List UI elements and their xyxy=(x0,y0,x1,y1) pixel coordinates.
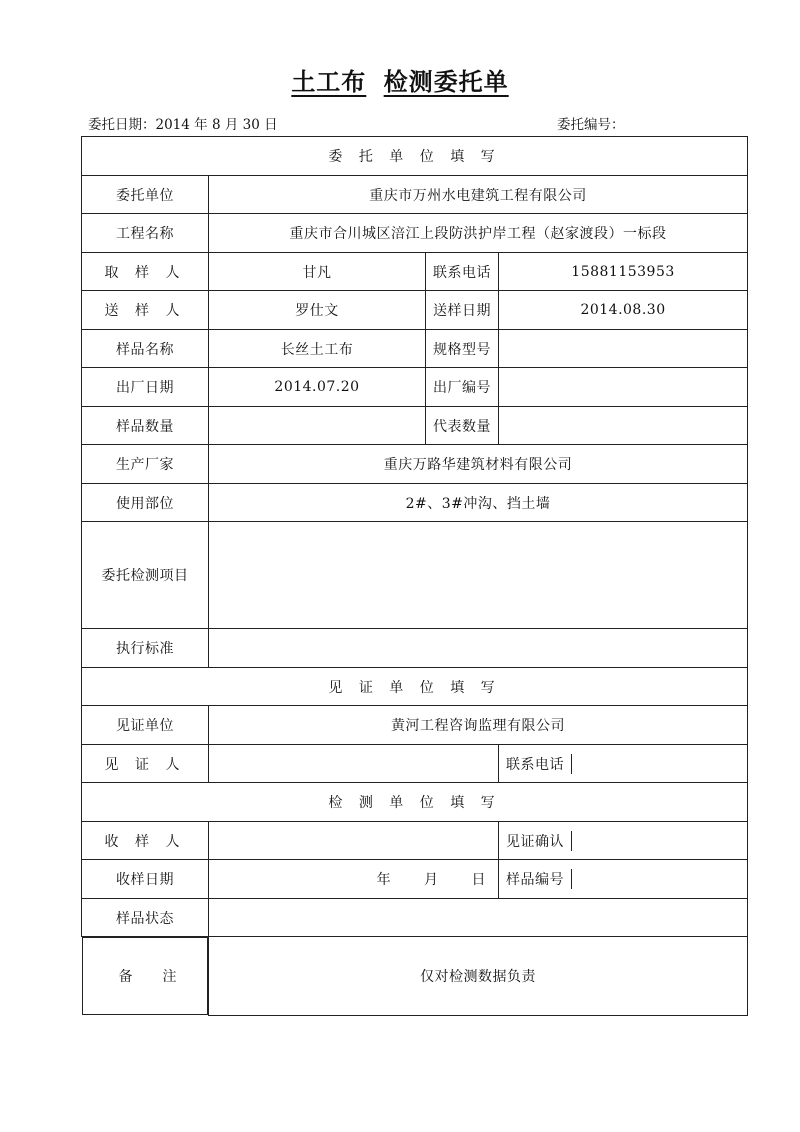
section-lab-header: 检 测 单 位 填 写 xyxy=(82,783,748,822)
witness-unit-label: 见证单位 xyxy=(82,706,209,745)
receive-date-label: 收样日期 xyxy=(82,860,209,899)
standard-value[interactable] xyxy=(209,629,748,668)
remarks-label-char-1: 备 xyxy=(118,969,133,985)
manufacturer-value[interactable]: 重庆万路华建筑材料有限公司 xyxy=(209,445,748,484)
witness-person-label: 见 证 人 xyxy=(82,745,209,783)
witness-unit-value[interactable]: 黄河工程咨询监理有限公司 xyxy=(209,706,748,745)
receiver-label: 收 样 人 xyxy=(82,822,209,860)
sender-value[interactable]: 罗仕文 xyxy=(209,291,426,330)
manufacturer-label: 生产厂家 xyxy=(82,445,209,484)
project-name-label: 工程名称 xyxy=(82,214,209,253)
contact-phone-label: 联系电话 xyxy=(426,253,499,291)
sample-quantity-label: 样品数量 xyxy=(82,407,209,445)
entrust-number: 委托编号： xyxy=(557,117,625,133)
day-text: 日 xyxy=(471,872,486,888)
section-client-header: 委 托 单 位 填 写 xyxy=(82,137,748,176)
sample-number-label: 样品编号 xyxy=(499,869,572,889)
remarks-label xyxy=(82,937,209,1015)
factory-number-value[interactable] xyxy=(499,368,748,407)
remarks-label-char-2: 注 xyxy=(162,969,177,985)
factory-date-label: 出厂日期 xyxy=(82,368,209,407)
represent-quantity-value[interactable] xyxy=(499,407,748,445)
receive-date-value[interactable] xyxy=(209,860,499,899)
sample-name-label: 样品名称 xyxy=(82,330,209,368)
sample-status-value[interactable] xyxy=(209,899,748,937)
sample-number-value[interactable] xyxy=(572,869,747,889)
year-text: 年 xyxy=(376,872,392,888)
receiver-value[interactable] xyxy=(209,822,499,860)
remarks-value[interactable]: 仅对检测数据负责 xyxy=(209,937,748,1016)
test-items-value[interactable] xyxy=(209,522,748,629)
witness-phone-value[interactable] xyxy=(572,754,747,774)
client-unit-label: 委托单位 xyxy=(82,176,209,214)
page-title xyxy=(0,62,800,97)
entrust-form-table xyxy=(81,136,748,1016)
witness-confirm-label: 见证确认 xyxy=(499,831,572,851)
title-material: 土工布 xyxy=(291,67,367,96)
client-unit-value[interactable]: 重庆市万州水电建筑工程有限公司 xyxy=(209,176,748,214)
witness-phone-label: 联系电话 xyxy=(499,754,572,774)
project-name-value[interactable]: 重庆市合川城区涪江上段防洪护岸工程（赵家渡段）一标段 xyxy=(209,214,748,253)
witness-confirm-value[interactable] xyxy=(572,831,747,851)
usage-location-value[interactable]: 2#、3#冲沟、挡土墙 xyxy=(209,484,748,522)
test-items-label: 委托检测项目 xyxy=(82,522,209,629)
factory-number-label: 出厂编号 xyxy=(426,368,499,407)
spec-model-label: 规格型号 xyxy=(426,330,499,368)
entrust-date: 委托日期：2014 年 8 月 30 日 xyxy=(88,117,278,133)
send-date-value[interactable]: 2014.08.30 xyxy=(499,291,748,330)
spec-model-value[interactable] xyxy=(499,330,748,368)
witness-person-value[interactable] xyxy=(209,745,499,783)
sample-name-value[interactable]: 长丝土工布 xyxy=(209,330,426,368)
section-witness-header: 见 证 单 位 填 写 xyxy=(82,668,748,706)
sender-label: 送 样 人 xyxy=(82,291,209,330)
sample-status-label: 样品状态 xyxy=(82,899,209,937)
represent-quantity-label: 代表数量 xyxy=(426,407,499,445)
standard-label: 执行标准 xyxy=(82,629,209,668)
contact-phone-value[interactable]: 15881153953 xyxy=(499,253,748,291)
sample-quantity-value[interactable] xyxy=(209,407,426,445)
month-text: 月 xyxy=(424,872,439,888)
sampler-label: 取 样 人 xyxy=(82,253,209,291)
usage-location-label: 使用部位 xyxy=(82,484,209,522)
send-date-label: 送样日期 xyxy=(426,291,499,330)
sampler-value[interactable]: 甘凡 xyxy=(209,253,426,291)
title-form-name: 检测委托单 xyxy=(383,67,509,96)
factory-date-value[interactable]: 2014.07.20 xyxy=(209,368,426,407)
